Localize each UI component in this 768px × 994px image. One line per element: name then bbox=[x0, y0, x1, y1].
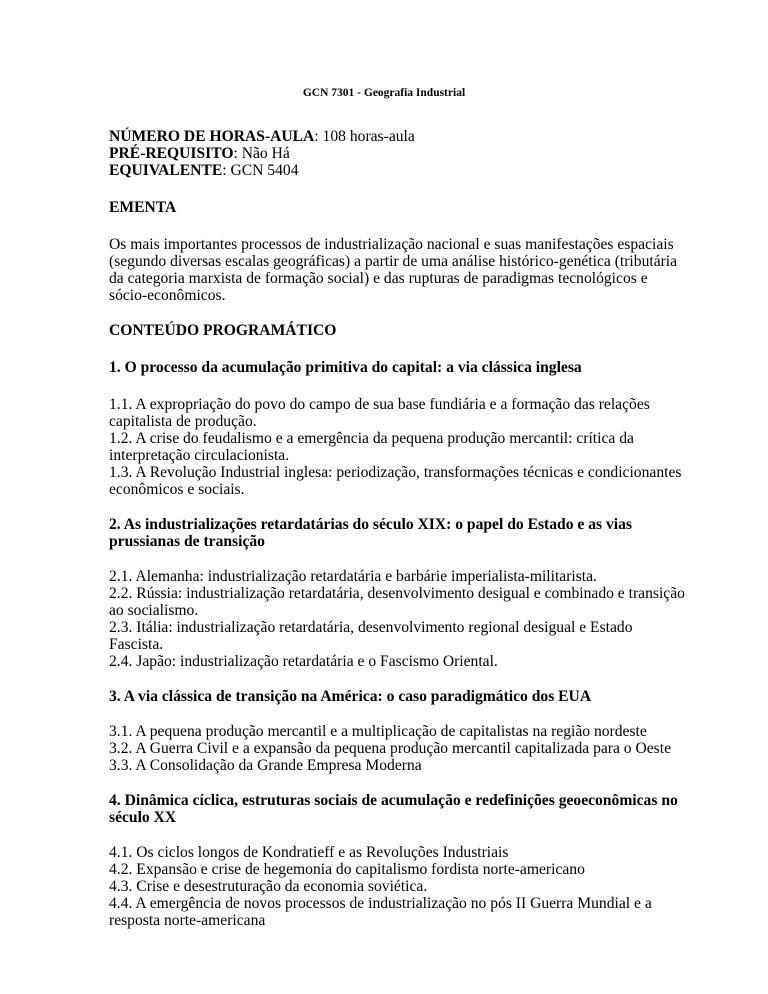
section-1-title: 1. O processo da acumulação primitiva do capital: a via clássica inglesa bbox=[109, 359, 582, 376]
list-item: 1.3. A Revolução Industrial inglesa: periodização, transformações técnicas e condicionantes econômicos e sociais. bbox=[109, 464, 682, 498]
hours-label: NÚMERO DE HORAS-AULA bbox=[109, 128, 315, 145]
section-4-title: 4. Dinâmica cíclica, estruturas sociais de acumulação e redefinições geoeconômicas no século XX bbox=[109, 792, 678, 826]
list-item: 2.4. Japão: industrialização retardatária e o Fascismo Oriental. bbox=[109, 653, 498, 670]
document-title: GCN 7301 - Geografia Industrial bbox=[302, 87, 466, 99]
list-item: 3.1. A pequena produção mercantil e a multiplicação de capitalistas na região nordeste bbox=[109, 723, 647, 740]
list-item: 2.1. Alemanha: industrialização retardatária e barbárie imperialista-militarista. bbox=[109, 568, 597, 585]
prereq-value: : Não Há bbox=[233, 145, 290, 162]
equiv-value: : GCN 5404 bbox=[222, 162, 299, 179]
list-item: 3.3. A Consolidação da Grande Empresa Moderna bbox=[109, 757, 422, 774]
list-item: 3.2. A Guerra Civil e a expansão da pequena produção mercantil capitalizada para o Oeste bbox=[109, 740, 672, 757]
list-item: 4.1. Os ciclos longos de Kondratieff e as Revoluções Industriais bbox=[109, 844, 509, 861]
equiv-line bbox=[109, 162, 689, 179]
prereq-label: PRÉ-REQUISITO bbox=[109, 145, 234, 162]
section-1-items bbox=[109, 396, 689, 498]
prereq-line bbox=[109, 145, 689, 162]
list-item: 1.1. A expropriação do povo do campo de sua base fundiária e a formação das relações capitalista de produção. bbox=[109, 396, 650, 430]
section-2-items bbox=[109, 568, 689, 670]
list-item: 2.2. Rússia: industrialização retardatária, desenvolvimento desigual e combinado e transição ao socialismo. bbox=[109, 585, 685, 619]
document-body bbox=[109, 128, 689, 929]
list-item: 4.4. A emergência de novos processos de industrialização no pós II Guerra Mundial e a resposta norte-americana bbox=[109, 895, 652, 929]
list-item: 4.2. Expansão e crise de hegemonia do capitalismo fordista norte-americano bbox=[109, 861, 585, 878]
equiv-label: EQUIVALENTE bbox=[109, 162, 223, 179]
list-item: 4.3. Crise e desestruturação da economia soviética. bbox=[109, 878, 428, 895]
hours-value: : 108 horas-aula bbox=[314, 128, 415, 145]
section-2-title: 2. As industrializações retardatárias do século XIX: o papel do Estado e as vias prussianas de transição bbox=[109, 516, 632, 550]
section-3-title: 3. A via clássica de transição na América: o caso paradigmático dos EUA bbox=[109, 688, 592, 705]
conteudo-heading: CONTEÚDO PROGRAMÁTICO bbox=[109, 322, 337, 339]
ementa-text: Os mais importantes processos de industrialização nacional e suas manifestações espaciais (segundo diversas escalas geográficas) a partir de uma análise histórico-genética (tributária da categoria marxista de formação social) e das rupturas de paradigmas tecnológicos e sócio-econômicos. bbox=[109, 236, 678, 304]
section-4-items bbox=[109, 844, 689, 929]
list-item: 1.2. A crise do feudalismo e a emergência da pequena produção mercantil: crítica da interpretação circulacionista. bbox=[109, 430, 634, 464]
hours-line bbox=[109, 128, 689, 145]
ementa-heading: EMENTA bbox=[109, 199, 177, 216]
list-item: 2.3. Itália: industrialização retardatária, desenvolvimento regional desigual e Estado Fascista. bbox=[109, 619, 633, 653]
section-3-items bbox=[109, 723, 689, 774]
